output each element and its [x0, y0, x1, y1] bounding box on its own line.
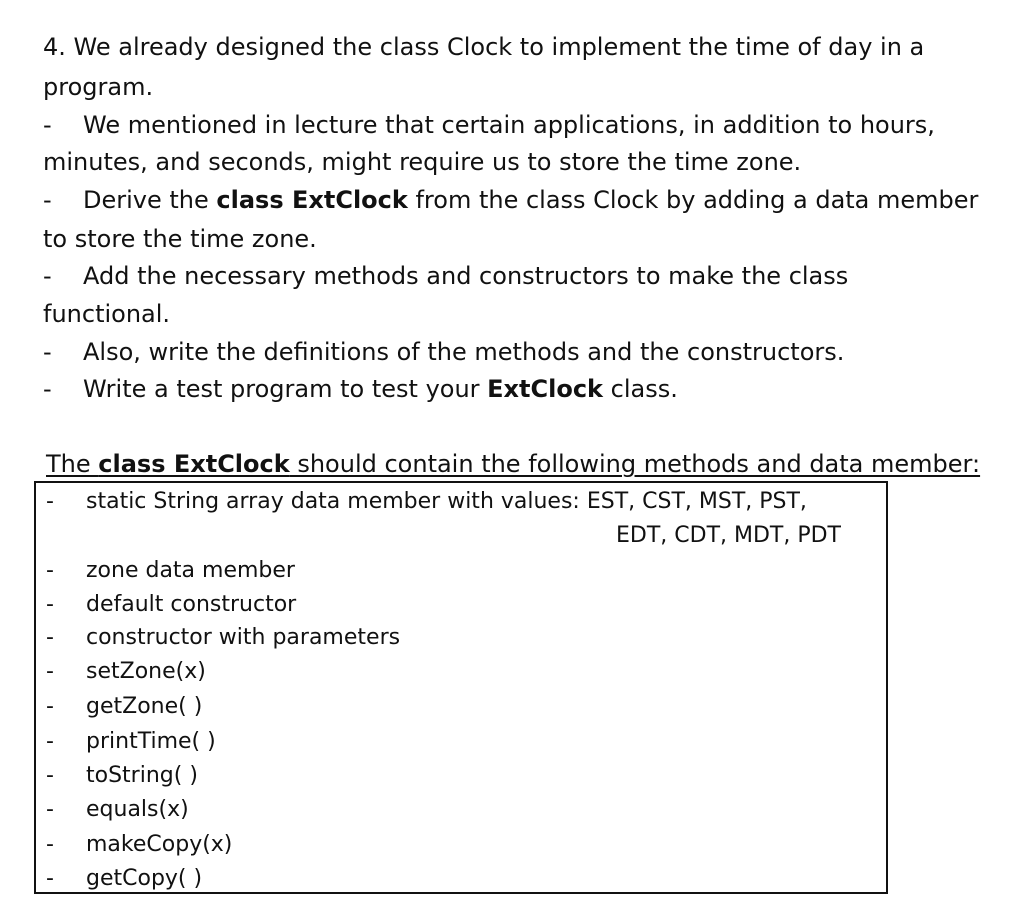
- bullet-3-cont: [43, 300, 170, 328]
- bullet-dash: -: [43, 111, 52, 139]
- bullet-text: We mentioned in lecture that certain applications, in addition to hours,: [83, 111, 935, 139]
- bullet-dash: -: [46, 797, 54, 822]
- question-line-2: [43, 73, 153, 101]
- item-text: EDT, CDT, MDT, PDT: [616, 523, 841, 548]
- bullet-1: [43, 111, 935, 139]
- bullet-dash: -: [46, 694, 54, 719]
- bullet-text: Derive the: [83, 186, 217, 214]
- item-text: makeCopy(x): [86, 832, 233, 857]
- bullet-text: Also, write the definitions of the methods and the constructors.: [83, 338, 845, 366]
- item-text: setZone(x): [86, 659, 206, 684]
- bullet-bold-text: ExtClock: [487, 375, 604, 403]
- question-line-1: [43, 33, 924, 61]
- bullet-dash: -: [46, 489, 54, 514]
- item-text: constructor with parameters: [86, 625, 401, 650]
- bullet-dash: -: [46, 763, 54, 788]
- bullet-dash: -: [46, 832, 54, 857]
- bullet-5: [43, 375, 678, 403]
- box-item: [46, 592, 296, 618]
- bullet-dash: -: [46, 592, 54, 617]
- box-item: [46, 763, 198, 789]
- box-item-1: [46, 489, 807, 515]
- box-item: [46, 558, 295, 584]
- bullet-text: from the class Clock by adding a data member: [407, 186, 979, 214]
- bullet-3: [43, 262, 848, 290]
- bullet-text: class.: [603, 375, 678, 403]
- bullet-4: [43, 338, 844, 366]
- box-heading: [46, 450, 980, 478]
- bullet-dash: -: [43, 338, 52, 366]
- bullet-2-cont: [43, 225, 317, 253]
- box-item: [46, 729, 216, 755]
- heading-text: The: [46, 450, 99, 478]
- bullet-dash: -: [46, 625, 54, 650]
- bullet-dash: -: [46, 659, 54, 684]
- item-text: toString( ): [86, 763, 198, 788]
- question-text: program.: [43, 73, 154, 101]
- bullet-bold-text: class ExtClock: [216, 186, 408, 214]
- box-item: [46, 797, 189, 823]
- bullet-dash: -: [46, 558, 54, 583]
- bullet-text: to store the time zone.: [43, 225, 317, 253]
- item-text: default constructor: [86, 592, 297, 617]
- question-text: 4. We already designed the class Clock to implement the time of day in a: [43, 33, 925, 61]
- bullet-dash: -: [43, 375, 52, 403]
- item-text: printTime( ): [86, 729, 216, 754]
- bullet-dash: -: [46, 866, 54, 891]
- box-item: [46, 625, 400, 651]
- box-item: [46, 832, 232, 858]
- item-text: getCopy( ): [86, 866, 203, 891]
- bullet-text: Write a test program to test your: [83, 375, 488, 403]
- bullet-2: [43, 186, 978, 214]
- box-item: [46, 659, 206, 685]
- heading-text: should contain the following methods and data member:: [289, 450, 981, 478]
- box-item-1-cont: [616, 523, 841, 549]
- bullet-dash: -: [43, 262, 52, 290]
- box-item: [46, 866, 202, 892]
- item-text: equals(x): [86, 797, 189, 822]
- item-text: static String array data member with values: EST, CST, MST, PST,: [86, 489, 807, 514]
- bullet-dash: -: [43, 186, 52, 214]
- bullet-text: Add the necessary methods and constructors to make the class: [83, 262, 849, 290]
- item-text: getZone( ): [86, 694, 203, 719]
- item-text: zone data member: [86, 558, 295, 583]
- bullet-text: minutes, and seconds, might require us to store the time zone.: [43, 148, 802, 176]
- bullet-1-cont: [43, 148, 801, 176]
- heading-bold-text: class ExtClock: [98, 450, 290, 478]
- bullet-text: functional.: [43, 300, 171, 328]
- bullet-dash: -: [46, 729, 54, 754]
- box-item: [46, 694, 202, 720]
